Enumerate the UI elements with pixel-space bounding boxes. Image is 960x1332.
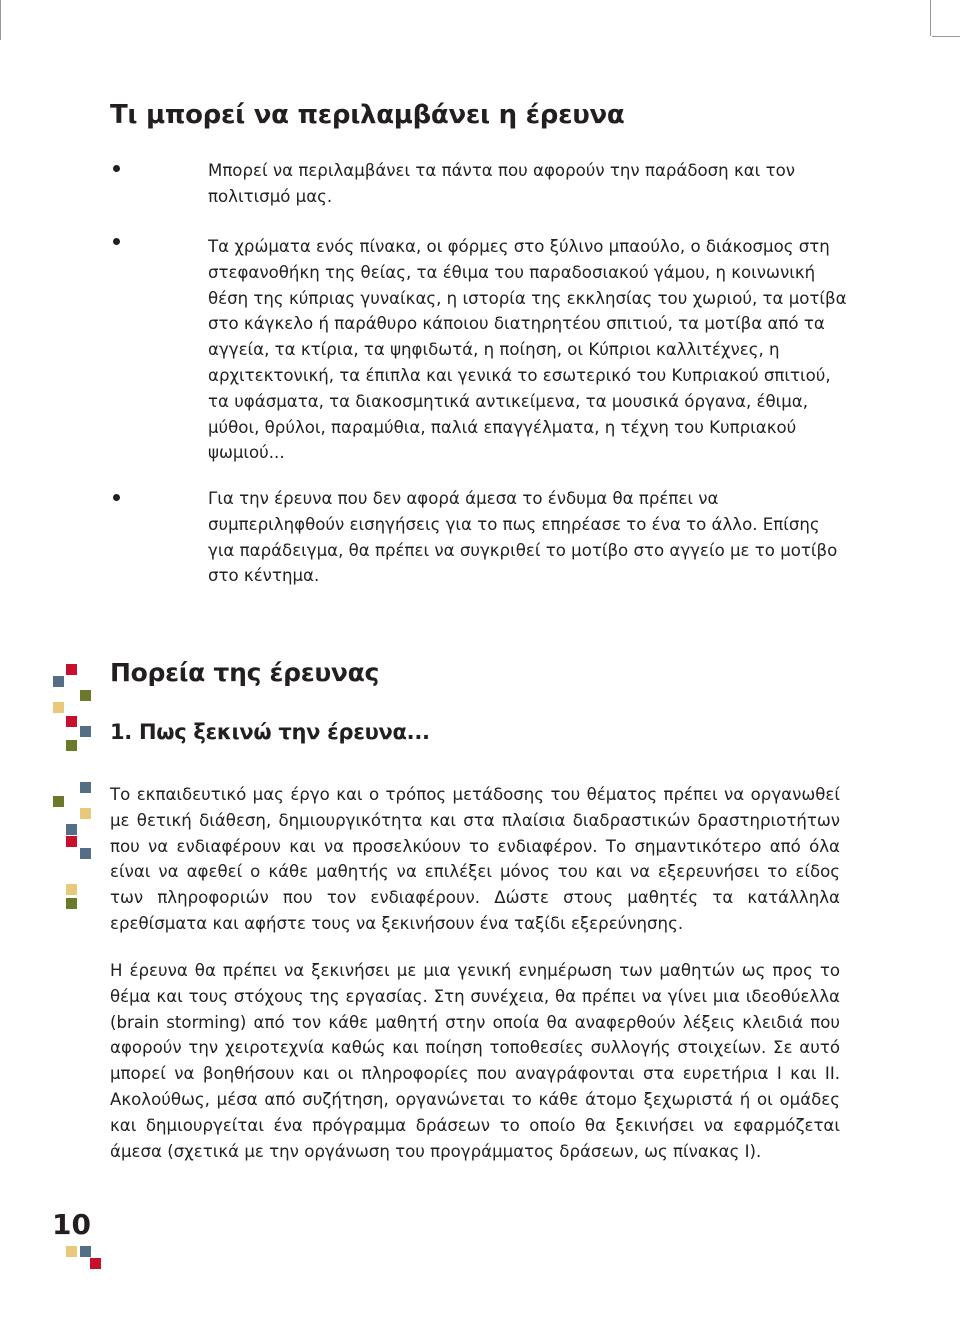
crop-mark bbox=[0, 0, 1, 40]
paragraph: Η έρευνα θα πρέπει να ξεκινήσει με μια γενική ενημέρωση των μαθητών ως προς το θέμα και τους στόχους της εργασίας. Στη συνέχεια, θα πρέπει να γίνει μια ιδεοθύελλα (brain storming) από τον κάθε μαθητή στην οποία θα αναφερθούν λέξεις κλειδιά που αφορούν την χειροτεχνία καθώς και ποίηση τοποθεσίες συλλογής στοιχείων. Σε αυτό μπορεί να βοηθήσουν και οι πληροφορίες που αναγράφονται στα ευρετήρια Ι και ΙΙ. Ακολούθως, μέσα από συζήτηση, οργανώνεται το κάθε άτομο ξεχωριστά ή οι ομάδες και δημιουργείται ένα πρόγραμμα δράσεων το οποίο θα ξεκινήσει να εφαρμόζεται άμεσα (σχετικά με την οργάνωση του προγράμματος δράσεων, ως πίνακας Ι). bbox=[110, 961, 840, 1161]
bullet-icon bbox=[113, 165, 120, 172]
section-title: Πορεία της έρευνας bbox=[110, 658, 380, 687]
page-heading: Τι μπορεί να περιλαμβάνει η έρευνα bbox=[110, 100, 625, 130]
crop-mark bbox=[930, 0, 931, 36]
bullet-item: Τα χρώματα ενός πίνακα, οι φόρμες στο ξύλινο μπαούλο, ο διάκοσμος στη στεφανοθήκη της θείας, τα έθιμα του παραδοσιακού γάμου, η κοινωνική θέση της κύπριας γυναίκας, η ιστορία της εκκλησίας του χωριού, τα μοτίβα στο κάγκελο ή παράθυρο κάποιου διατηρητέου σπιτιού, τα μοτίβα από τα αγγεία, τα κτίρια, τα ψηφιδωτά, η ποίηση, οι Κύπριοι καλλιτέχνες, η αρχιτεκτονική, τα έπιπλα και γενικά το εσωτερικό του Κυπριακού σπιτιού, τα υφάσματα, τα διακοσμητικά αντικείμενα, τα μουσικά όργανα, έθιμα, μύθοι, θρύλοι, παραμύθια, παλιά επαγγέλματα, η τέχνη του Κυπριακού ψωμιού... bbox=[208, 237, 847, 463]
crop-mark bbox=[932, 36, 960, 37]
subsection-title: 1. Πως ξεκινώ την έρευνα... bbox=[110, 720, 430, 744]
bullet-icon bbox=[113, 494, 120, 501]
page-number: 10 bbox=[52, 1208, 91, 1241]
bullet-icon bbox=[113, 238, 120, 245]
bullet-item: Μπορεί να περιλαμβάνει τα πάντα που αφορούν την παράδοση και τον πολιτισμό μας. bbox=[208, 161, 795, 206]
bullet-item: Για την έρευνα που δεν αφορά άμεσα το ένδυμα θα πρέπει να συμπεριληφθούν εισηγήσεις για το πως επηρέασε το ένα το άλλο. Επίσης για παράδειγμα, θα πρέπει να συγκριθεί το μοτίβο στο αγγείο με το μοτίβο στο κέντημα. bbox=[208, 489, 838, 586]
paragraph: Το εκπαιδευτικό μας έργο και ο τρόπος μετάδοσης του θέματος πρέπει να οργανωθεί με θετική διάθεση, δημιουργικότητα και στα πλαίσια διαδραστικών δραστηριοτήτων που να ενδιαφέρουν και να προσελκύουν το ενδιαφέρον. Το σημαντικότερο από όλα είναι να αφεθεί ο κάθε μαθητής να επιλέξει μόνος του και να εξερευνήσει το είδος των πληροφοριών που τον ενδιαφέρουν. Δώστε στους μαθητές τα κατάλληλα ερεθίσματα και αφήστε τους να ξεκινήσουν ένα ταξίδι εξερεύνησης. bbox=[110, 785, 840, 933]
